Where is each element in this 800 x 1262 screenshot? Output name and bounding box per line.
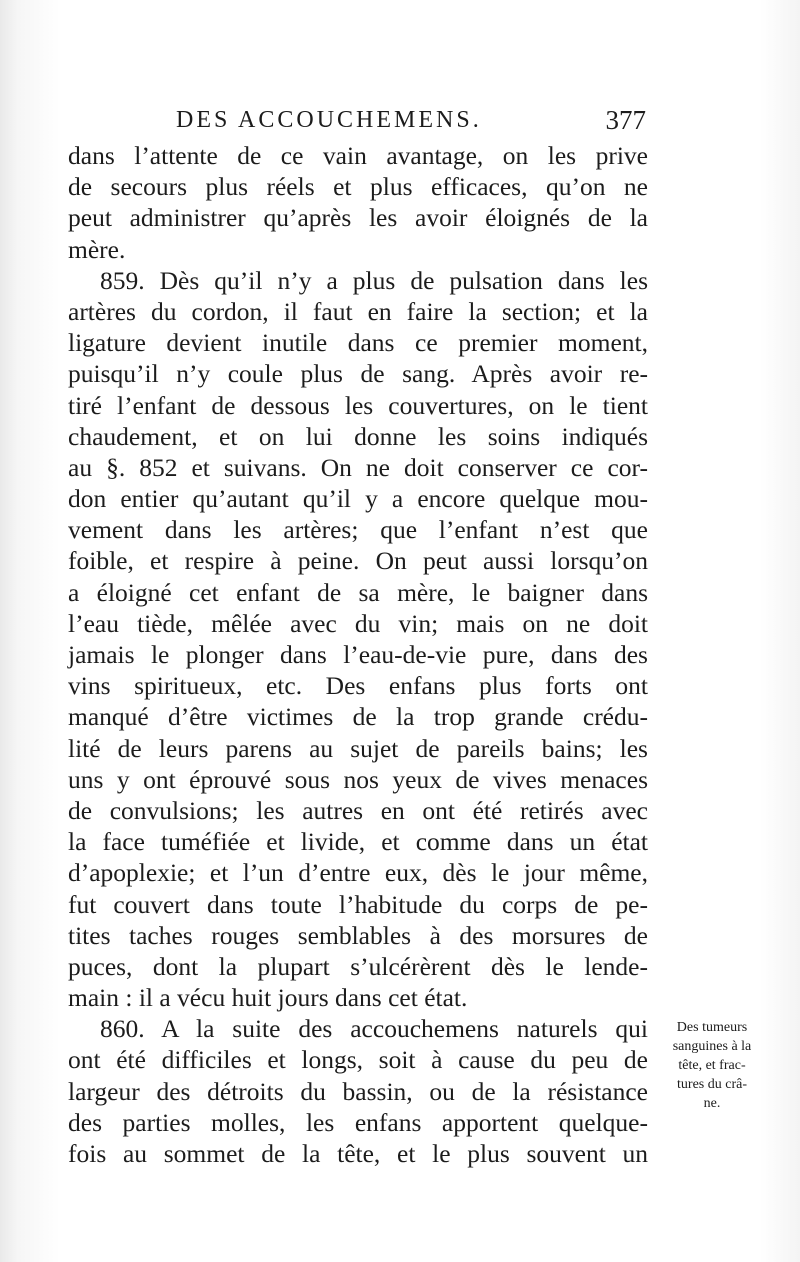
text-line: l’eau tiède, mêlée avec du vin; mais on ne doit [68, 608, 648, 638]
text-line: fut couvert dans toute l’habitude du corps de pe- [68, 889, 648, 919]
text-line: puces, dont la plupart s’ulcérèrent dès le lende- [68, 951, 648, 981]
text-line: a éloigné cet enfant de sa mère, le baigner dans [68, 577, 648, 607]
text-line: au §. 852 et suivans. On ne doit conserver ce cor- [68, 452, 648, 482]
margin-note-line: tures du crâ- [677, 1077, 747, 1092]
text-line: chaudement, et on lui donne les soins indiqués [68, 421, 648, 451]
text-line: mère. [68, 234, 126, 264]
paragraph-860-start: 860. A la suite des accouchemens naturels qui [100, 1014, 648, 1044]
text-line: de convulsions; les autres en ont été retirés avec [68, 795, 648, 825]
text-line: puisqu’il n’y coule plus de sang. Après avoir re- [68, 359, 648, 389]
margin-note-line: Des tumeurs [676, 1020, 748, 1035]
page-header [176, 100, 646, 140]
text-line: tiré l’enfant de dessous les couvertures, on le tient [68, 390, 648, 420]
margin-note-line: ne. [703, 1096, 721, 1111]
text-line: tites taches rouges semblables à des morsures de [68, 920, 648, 950]
text-line: uns y ont éprouvé sous nos yeux de vives menaces [68, 764, 648, 794]
body-text [68, 140, 648, 1169]
text-line: ligature devient inutile dans ce premier moment, [68, 328, 648, 358]
page-number: 377 [605, 105, 646, 135]
text-line: vement dans les artères; que l’enfant n’est que [68, 515, 648, 545]
text-line: manqué d’être victimes de la trop grande crédu- [68, 702, 648, 732]
paragraph-859-start: 859. Dès qu’il n’y a plus de pulsation dans les [100, 265, 648, 295]
text-line: don entier qu’autant qu’il y a encore quelque mou- [68, 484, 648, 514]
text-line: main : il a vécu huit jours dans cet état. [68, 983, 468, 1013]
margin-note [652, 1018, 772, 1113]
text-line: peut administrer qu’après les avoir éloignés de la [68, 203, 648, 233]
text-line: artères du cordon, il faut en faire la section; et la [68, 296, 648, 326]
text-line: dans l’attente de ce vain avantage, on les prive [68, 141, 648, 170]
text-line: de secours plus réels et plus efficaces, qu’on ne [68, 172, 648, 202]
margin-note-line: sanguines à la [672, 1039, 752, 1054]
text-line: d’apoplexie; et l’un d’entre eux, dès le jour même, [68, 858, 648, 888]
margin-note-line: tête, et frac- [678, 1058, 746, 1073]
text-line: des parties molles, les enfans apportent quelque- [68, 1107, 648, 1137]
text-line: jamais le plonger dans l’eau-de-vie pure, dans des [68, 640, 648, 669]
text-line: largeur des détroits du bassin, ou de la résistance [68, 1076, 648, 1106]
running-title: DES ACCOUCHEMENS. [176, 107, 482, 133]
text-line: fois au sommet de la tête, et le plus souvent un [68, 1139, 648, 1168]
text-line: ont été difficiles et longs, soit à cause du peu de [68, 1045, 648, 1075]
text-line: la face tuméfiée et livide, et comme dans un état [68, 827, 648, 857]
text-line: lité de leurs parens au sujet de pareils bains; les [68, 733, 648, 763]
text-line: foible, et respire à peine. On peut aussi lorsqu’on [68, 546, 648, 576]
text-line: vins spiritueux, etc. Des enfans plus forts ont [68, 671, 648, 701]
